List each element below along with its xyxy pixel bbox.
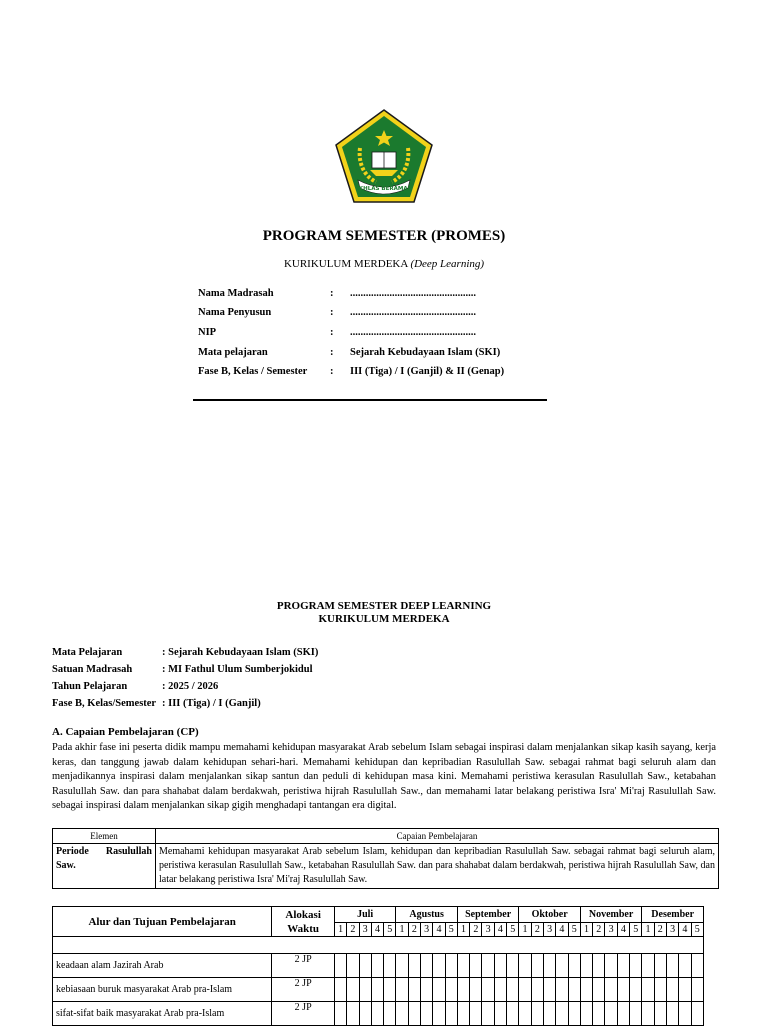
week-cell <box>519 1002 531 1026</box>
section-title-line1: PROGRAM SEMESTER DEEP LEARNING <box>276 600 492 612</box>
info-label: Mata pelajaran <box>198 347 268 358</box>
week-number: 1 <box>580 923 592 937</box>
week-number: 2 <box>531 923 543 937</box>
info-label: Nama Penyusun <box>198 307 272 318</box>
week-cell <box>568 954 580 978</box>
meta-label: Satuan Madrasah <box>52 664 133 675</box>
week-number: 5 <box>507 923 519 937</box>
meta-row <box>0 647 768 661</box>
week-cell <box>457 978 469 1002</box>
week-number: 4 <box>433 923 445 937</box>
week-cell <box>433 1002 445 1026</box>
week-cell <box>642 978 654 1002</box>
table-row <box>53 978 704 1002</box>
week-cell <box>630 1002 642 1026</box>
week-cell <box>457 1002 469 1026</box>
week-cell <box>654 978 666 1002</box>
week-cell <box>556 1002 568 1026</box>
week-cell <box>396 1002 408 1026</box>
subtitle-italic: (Deep Learning) <box>410 258 485 270</box>
week-cell <box>617 1002 629 1026</box>
week-cell <box>568 1002 580 1026</box>
week-cell <box>507 1002 519 1026</box>
info-row: Mata pelajaran : Sejarah Kebudayaan Islam (SKI) <box>198 347 501 358</box>
week-cell <box>359 954 371 978</box>
week-cell <box>605 954 617 978</box>
week-cell <box>531 954 543 978</box>
meta-row <box>0 698 768 712</box>
week-cell <box>384 954 396 978</box>
info-label: Fase B, Kelas / Semester <box>198 366 308 377</box>
info-label: NIP <box>198 327 217 338</box>
week-number: 2 <box>408 923 420 937</box>
month-header: November <box>580 907 641 923</box>
divider <box>193 399 547 401</box>
week-cell <box>396 954 408 978</box>
week-cell <box>666 978 678 1002</box>
info-row: Nama Penyusun : ................................................ <box>198 307 476 318</box>
page-subtitle <box>0 258 768 270</box>
info-value: ................................................ <box>350 288 476 299</box>
week-cell <box>494 1002 506 1026</box>
week-cell <box>593 1002 605 1026</box>
week-cell <box>543 1002 555 1026</box>
week-cell <box>359 978 371 1002</box>
week-cell <box>556 978 568 1002</box>
week-cell <box>408 1002 420 1026</box>
week-cell <box>679 954 691 978</box>
week-cell <box>666 954 678 978</box>
cp-cell: Memahami kehidupan masyarakat Arab sebelum Islam, kehidupan dan kepribadian Rasulullah Saw. sebagai rahmat bagi seluruh alam, peristiwa kerasulan Rasulullah Saw., ketabahan Rasulullah Saw. dan para shahabat dalam berdakwah, peristiwa hijrah Rasulullah Saw, dan latar belakang peristiwa Isra' Mi'raj Rasulullah Saw. <box>156 844 719 889</box>
week-cell <box>556 954 568 978</box>
table-header-row <box>53 907 704 923</box>
week-cell <box>371 978 383 1002</box>
alokasi-cell: 2 JP <box>272 978 335 1002</box>
table-row <box>53 954 704 978</box>
table-header-row <box>53 829 719 844</box>
atp-table <box>52 906 704 1026</box>
meta-value: : III (Tiga) / I (Ganjil) <box>162 698 261 709</box>
week-number: 2 <box>593 923 605 937</box>
week-cell <box>347 1002 359 1026</box>
week-number: 3 <box>482 923 494 937</box>
page-title: PROGRAM SEMESTER (PROMES) <box>262 228 506 244</box>
week-cell <box>642 954 654 978</box>
week-cell <box>691 1002 703 1026</box>
spacer-row <box>53 937 704 954</box>
week-number: 2 <box>654 923 666 937</box>
week-cell <box>396 978 408 1002</box>
week-number: 5 <box>445 923 457 937</box>
week-number: 2 <box>470 923 482 937</box>
week-cell <box>580 1002 592 1026</box>
week-cell <box>654 954 666 978</box>
month-header: September <box>457 907 518 923</box>
week-cell <box>371 1002 383 1026</box>
col-capaian: Capaian Pembelajaran <box>156 829 719 844</box>
week-cell <box>482 954 494 978</box>
week-cell <box>347 978 359 1002</box>
week-cell <box>408 978 420 1002</box>
info-value: ................................................ <box>350 327 476 338</box>
week-number: 4 <box>679 923 691 937</box>
cp-paragraph: Pada akhir fase ini peserta didik mampu memahami kehidupan masyarakat Arab sebelum Islam sebagai inspirasi dalam menjalankan sikap kasih sayang, kerja keras, dan tanggung jawab dalam kehidupan sehari-hari. Memahami kehidupan dan kepribadian Rasulullah Saw. sebagai rahmat bagi seluruh alam dan menjadikannya inspirasi dalam menjalankan sikap santun dan peduli di kehidupan masa kini. Memahami peristiwa kerasulan Rasulullah Saw., ketabahan Rasulullah Saw. dan para shahabat dalam berdakwah, peristiwa hijrah Rasulullah Saw., dan memahami latar belakang peristiwa Isra' Mi'raj Rasulullah Saw. sebagai inspirasi dalam menjalankan sikap gigih menghadapi tantangan era digital. <box>52 742 716 812</box>
week-cell <box>679 1002 691 1026</box>
week-number: 3 <box>543 923 555 937</box>
logo-text: IKHLAS BERAMAL <box>356 186 412 192</box>
week-cell <box>470 954 482 978</box>
week-cell <box>666 1002 678 1026</box>
week-cell <box>605 978 617 1002</box>
week-cell <box>445 978 457 1002</box>
month-header: Agustus <box>396 907 457 923</box>
week-cell <box>470 1002 482 1026</box>
cp-table <box>52 828 719 889</box>
week-cell <box>507 978 519 1002</box>
week-number: 4 <box>556 923 568 937</box>
week-cell <box>580 954 592 978</box>
week-cell <box>580 978 592 1002</box>
week-number: 1 <box>396 923 408 937</box>
week-number: 4 <box>371 923 383 937</box>
week-number: 5 <box>384 923 396 937</box>
week-number: 3 <box>359 923 371 937</box>
week-cell <box>421 978 433 1002</box>
week-cell <box>347 954 359 978</box>
week-cell <box>445 1002 457 1026</box>
week-cell <box>679 978 691 1002</box>
week-cell <box>494 954 506 978</box>
week-cell <box>642 1002 654 1026</box>
week-cell <box>568 978 580 1002</box>
week-number: 3 <box>421 923 433 937</box>
week-cell <box>334 978 346 1002</box>
week-cell <box>334 954 346 978</box>
week-cell <box>543 978 555 1002</box>
cp-heading: A. Capaian Pembelajaran (CP) <box>52 726 199 738</box>
col-alokasi: Alokasi Waktu <box>272 907 335 937</box>
subtitle-main: KURIKULUM MERDEKA <box>283 258 411 270</box>
meta-value: : MI Fathul Ulum Sumberjokidul <box>162 664 313 675</box>
week-cell <box>605 1002 617 1026</box>
alokasi-cell: 2 JP <box>272 1002 335 1026</box>
week-number: 4 <box>494 923 506 937</box>
week-cell <box>630 954 642 978</box>
info-label: Nama Madrasah <box>198 288 274 299</box>
week-cell <box>617 954 629 978</box>
meta-value: : 2025 / 2026 <box>162 681 219 692</box>
meta-row <box>0 681 768 695</box>
section-title-line2: KURIKULUM MERDEKA <box>318 613 450 625</box>
week-cell <box>482 1002 494 1026</box>
info-row: Fase B, Kelas / Semester : III (Tiga) / I (Ganjil) & II (Genap) <box>198 366 505 377</box>
week-cell <box>691 954 703 978</box>
week-number: 3 <box>605 923 617 937</box>
week-number: 2 <box>347 923 359 937</box>
meta-label: Fase B, Kelas/Semester <box>52 698 157 709</box>
week-cell <box>384 978 396 1002</box>
week-cell <box>433 954 445 978</box>
week-cell <box>507 954 519 978</box>
week-cell <box>334 1002 346 1026</box>
info-value: III (Tiga) / I (Ganjil) & II (Genap) <box>350 366 505 377</box>
info-value: Sejarah Kebudayaan Islam (SKI) <box>350 347 501 358</box>
alokasi-cell: 2 JP <box>272 954 335 978</box>
week-cell <box>519 954 531 978</box>
tp-cell: kebiasaan buruk masyarakat Arab pra-Islam <box>53 978 272 1002</box>
week-cell <box>421 954 433 978</box>
col-tp: Alur dan Tujuan Pembelajaran <box>53 907 272 937</box>
week-cell <box>371 954 383 978</box>
week-cell <box>359 1002 371 1026</box>
week-cell <box>470 978 482 1002</box>
week-number: 1 <box>642 923 654 937</box>
week-cell <box>457 954 469 978</box>
table-row <box>53 1002 704 1026</box>
week-number: 1 <box>519 923 531 937</box>
week-cell <box>593 978 605 1002</box>
tp-cell: keadaan alam Jazirah Arab <box>53 954 272 978</box>
table-row <box>53 844 719 889</box>
col-elemen: Elemen <box>53 829 156 844</box>
week-cell <box>617 978 629 1002</box>
week-cell <box>531 1002 543 1026</box>
kemenag-logo <box>334 108 434 204</box>
week-cell <box>494 978 506 1002</box>
meta-label: Tahun Pelajaran <box>52 681 128 692</box>
week-cell <box>433 978 445 1002</box>
week-number: 3 <box>666 923 678 937</box>
week-number: 4 <box>617 923 629 937</box>
info-row: NIP : ................................................ <box>198 327 476 338</box>
month-header: Juli <box>334 907 395 923</box>
meta-row <box>0 664 768 678</box>
week-cell <box>691 978 703 1002</box>
week-cell <box>654 1002 666 1026</box>
week-number: 5 <box>691 923 703 937</box>
week-cell <box>421 1002 433 1026</box>
tp-cell: sifat-sifat baik masyarakat Arab pra-Islam <box>53 1002 272 1026</box>
month-header: Oktober <box>519 907 580 923</box>
week-cell <box>408 954 420 978</box>
week-cell <box>519 978 531 1002</box>
week-number: 5 <box>630 923 642 937</box>
week-cell <box>445 954 457 978</box>
meta-value: : Sejarah Kebudayaan Islam (SKI) <box>162 647 319 658</box>
week-cell <box>630 978 642 1002</box>
meta-label: Mata Pelajaran <box>52 647 123 658</box>
week-cell <box>543 954 555 978</box>
week-cell <box>384 1002 396 1026</box>
week-cell <box>531 978 543 1002</box>
elemen-cell: Periode Rasulullah Saw. <box>53 844 156 889</box>
week-cell <box>593 954 605 978</box>
month-header: Desember <box>642 907 704 923</box>
week-cell <box>482 978 494 1002</box>
week-number: 5 <box>568 923 580 937</box>
info-value: ................................................ <box>350 307 476 318</box>
info-row: Nama Madrasah : ................................................ <box>198 288 476 299</box>
week-number: 1 <box>457 923 469 937</box>
section-title <box>0 600 768 626</box>
week-number: 1 <box>334 923 346 937</box>
